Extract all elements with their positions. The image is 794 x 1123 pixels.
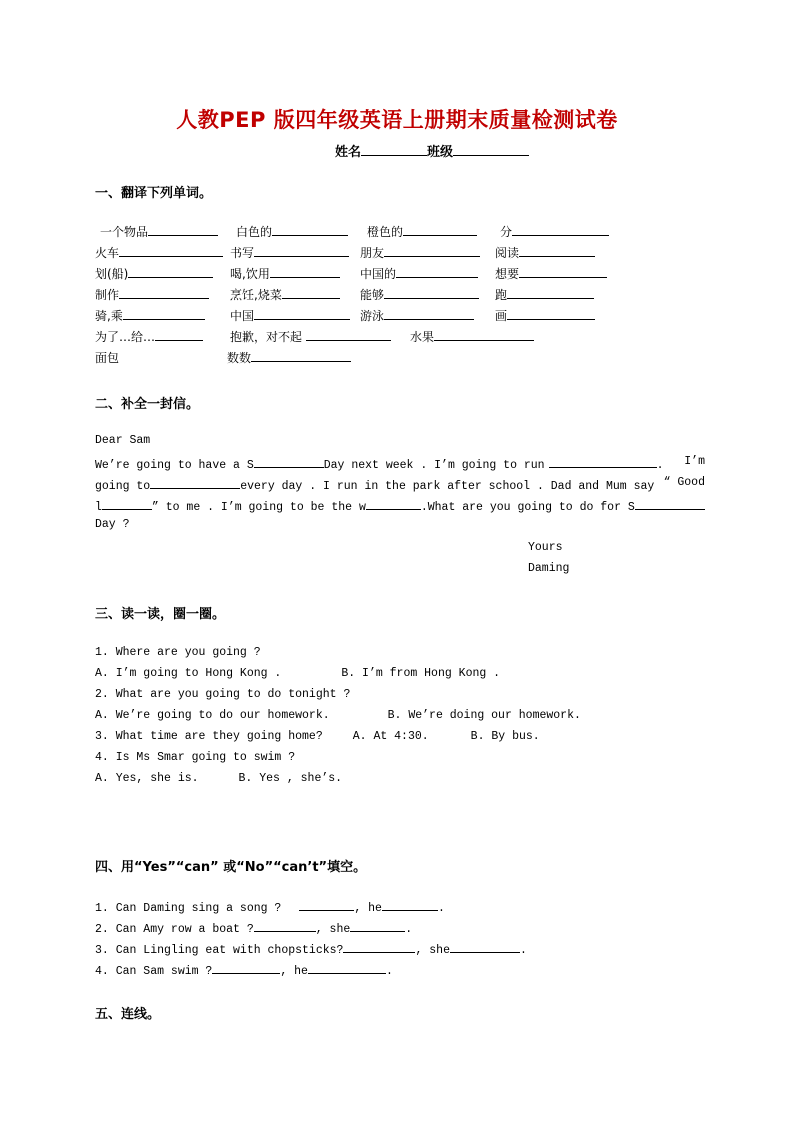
- letter-line: l ” to me . I’m going to be the w .What are you going to do for S: [95, 497, 705, 518]
- vocab-item: 中国: [230, 307, 350, 324]
- letter-signature: Daming: [528, 562, 570, 575]
- blank[interactable]: [403, 224, 477, 236]
- blank[interactable]: [272, 224, 348, 236]
- vocab-item: 想要: [495, 265, 607, 282]
- blank[interactable]: [512, 224, 609, 236]
- letter-line: going to every day . I run in the park after school . Dad and Mum say “ Good: [95, 476, 705, 493]
- blank[interactable]: [519, 245, 595, 257]
- vocab-item: 面包: [95, 351, 120, 365]
- blank[interactable]: [350, 919, 405, 932]
- blank[interactable]: [150, 476, 240, 489]
- blank[interactable]: [396, 266, 478, 278]
- option[interactable]: B. I’m from Hong Kong .: [341, 667, 501, 680]
- name-blank[interactable]: [361, 143, 427, 156]
- vocab-item: 跑: [495, 286, 594, 303]
- blank[interactable]: [507, 287, 594, 299]
- blank[interactable]: [212, 961, 280, 974]
- blank[interactable]: [254, 245, 349, 257]
- blank[interactable]: [308, 961, 386, 974]
- section-2-heading: 二、补全一封信。: [95, 397, 200, 412]
- vocab-item: 烹饪,烧菜: [230, 286, 340, 303]
- vocab-item: 阅读: [495, 244, 595, 261]
- vocab-item: 中国的: [360, 265, 478, 282]
- blank[interactable]: [382, 898, 438, 911]
- question: 4. Is Ms Smar going to swim ?: [95, 751, 296, 764]
- class-blank[interactable]: [453, 143, 529, 156]
- section-3-heading: 三、读一读，圈一圈。: [95, 607, 226, 622]
- letter-line: We’re going to have a S Day next week . I’m going to run . I’m: [95, 455, 705, 472]
- option[interactable]: B. By bus.: [470, 730, 540, 743]
- blank[interactable]: [282, 287, 340, 299]
- page-title: 人教PEP 版四年级英语上册期末质量检测试卷: [176, 108, 618, 132]
- blank[interactable]: [549, 455, 657, 468]
- blank[interactable]: [306, 329, 391, 341]
- fill-question: 2. Can Amy row a boat ? , she .: [95, 919, 527, 940]
- vocab-item: 画: [495, 307, 595, 324]
- option[interactable]: A. We’re going to do our homework.: [95, 709, 330, 722]
- blank[interactable]: [128, 266, 213, 278]
- vocab-item: 抱歉，对不起: [230, 328, 391, 345]
- fill-question: 3. Can Lingling eat with chopsticks? , she .: [95, 940, 527, 961]
- blank[interactable]: [366, 497, 421, 510]
- vocab-item: 白色的: [236, 223, 348, 240]
- fill-question: 4. Can Sam swim ? , he .: [95, 961, 527, 982]
- question: 2. What are you going to do tonight ?: [95, 688, 351, 701]
- vocab-item: 喝,饮用: [230, 265, 340, 282]
- section-1-heading: 一、翻译下列单词。: [95, 186, 213, 201]
- blank[interactable]: [507, 308, 595, 320]
- answer-options: [95, 709, 581, 730]
- vocab-item: 分: [500, 223, 609, 240]
- letter-closing: Yours: [528, 541, 563, 554]
- option[interactable]: B. Yes , she’s.: [238, 772, 343, 785]
- student-info-line: [335, 141, 529, 160]
- answer-options: [95, 772, 581, 793]
- blank[interactable]: [251, 350, 351, 362]
- blank[interactable]: [434, 329, 534, 341]
- option[interactable]: B. We’re doing our homework.: [387, 709, 581, 722]
- vocab-item: 骑,乘: [95, 307, 205, 324]
- fill-question: 1. Can Daming sing a song ? , he .: [95, 898, 527, 919]
- vocab-item: 划(船): [95, 265, 213, 282]
- vocab-item: 水果: [410, 328, 534, 345]
- vocab-item: 数数: [227, 349, 351, 366]
- letter-line: Day ?: [95, 518, 130, 531]
- letter-text: [95, 434, 705, 539]
- blank[interactable]: [148, 224, 218, 236]
- blank[interactable]: [384, 308, 474, 320]
- blank[interactable]: [254, 455, 324, 468]
- blank[interactable]: [384, 287, 479, 299]
- blank[interactable]: [254, 919, 316, 932]
- vocab-item: 为了…给…: [95, 328, 203, 345]
- class-label: 班级: [427, 145, 454, 160]
- blank[interactable]: [450, 940, 520, 953]
- question: 1. Where are you going ?: [95, 646, 261, 659]
- vocab-item: 朋友: [360, 244, 480, 261]
- vocab-item: 一个物品: [100, 223, 218, 240]
- question: 3. What time are they going home?: [95, 730, 323, 743]
- vocab-item: 制作: [95, 286, 209, 303]
- blank[interactable]: [102, 497, 152, 510]
- blank[interactable]: [270, 266, 340, 278]
- blank[interactable]: [119, 287, 209, 299]
- vocab-item: 游泳: [360, 307, 474, 324]
- section-4-heading: 四、用“Yes”“can” 或“No”“can’t”填空。: [95, 860, 367, 875]
- vocab-item: 橙色的: [367, 223, 477, 240]
- blank[interactable]: [155, 329, 203, 341]
- fill-in-questions: [95, 898, 527, 982]
- vocab-item: 书写: [230, 244, 349, 261]
- letter-greeting: Dear Sam: [95, 434, 151, 447]
- option[interactable]: A. Yes, she is.: [95, 772, 199, 785]
- blank[interactable]: [384, 245, 480, 257]
- blank[interactable]: [635, 497, 705, 510]
- blank[interactable]: [119, 245, 223, 257]
- vocab-item: 能够: [360, 286, 479, 303]
- option[interactable]: A. I’m going to Hong Kong .: [95, 667, 282, 680]
- blank[interactable]: [123, 308, 205, 320]
- section-5-heading: 五、连线。: [95, 1007, 161, 1022]
- blank[interactable]: [343, 940, 415, 953]
- question-with-options: [95, 730, 581, 751]
- vocab-item: 火车: [95, 244, 223, 261]
- blank[interactable]: [254, 308, 350, 320]
- answer-options: [95, 667, 581, 688]
- name-label: 姓名: [335, 145, 362, 160]
- blank[interactable]: [299, 898, 354, 911]
- blank[interactable]: [519, 266, 607, 278]
- option[interactable]: A. At 4:30.: [352, 730, 429, 743]
- reading-questions: [95, 646, 581, 793]
